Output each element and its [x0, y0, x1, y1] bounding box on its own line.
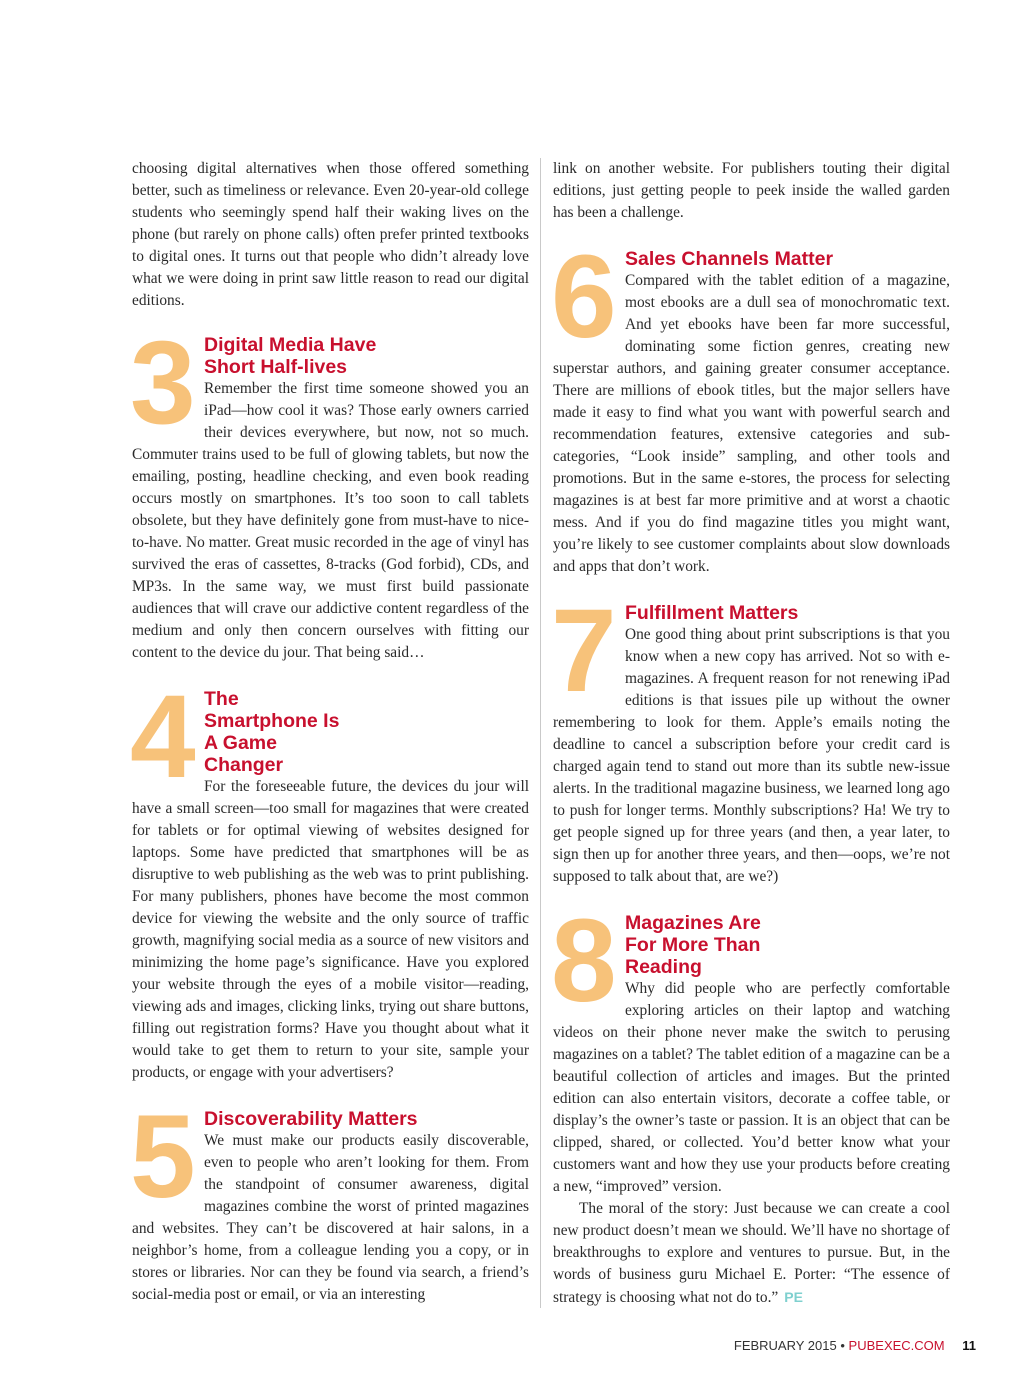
section-8 — [553, 912, 950, 1198]
footer-site: PUBEXEC.COM — [848, 1338, 945, 1353]
column-divider — [540, 158, 541, 1308]
section-heading: Sales Channels Matter — [625, 248, 834, 270]
page-number: 11 — [962, 1338, 976, 1353]
section-body: We must make our products easily discoverable, even to people who aren’t looking for them. From the standpoint of consumer awareness, digital magazines combine the worst of printed magazines and websites. They can’t be discovered at hair salons, in a neighbor’s home, from a colleague lending you a copy, or in stores or libraries. Nor can they be found via search, a friend’s social-media post or email, or via an interesting — [132, 1132, 529, 1303]
column-right — [553, 158, 950, 1309]
section-number: 3 — [130, 340, 196, 426]
section-heading: Fulfillment Matters — [625, 602, 799, 624]
section-heading: The Smartphone Is A Game Changer — [204, 688, 340, 776]
section-6 — [553, 248, 950, 578]
closing-paragraph — [553, 1198, 950, 1309]
section-number: 5 — [130, 1114, 196, 1200]
column-left — [132, 158, 529, 1306]
intro-continuation: link on another website. For publishers touting their digital editions, just getting people to peek inside the walled garden has been a challenge. — [553, 160, 950, 221]
section-3 — [132, 334, 529, 664]
section-body: For the foreseeable future, the devices du jour will have a small screen—too small for magazines that were created for tablets or for optimal viewing of websites designed for laptops. Some have predicted that smartphones will be as disruptive to web publishing as the web was to print publishing. For many publishers, phones have become the most common device for viewing the website and the only source of traffic growth, magnifying social media as a source of new visitors and minimizing the home page’s significance. Have you explored your website through the eyes of a mobile visitor—reading, viewing ads and images, clicking links, trying out share buttons, filling out registration forms? Have you thought about what it would take to get them to return to your site, sample your products, or engage with your advertisers? — [132, 778, 529, 1081]
section-7 — [553, 602, 950, 888]
section-heading: Digital Media Have Short Half-lives — [204, 334, 377, 378]
section-heading: Magazines Are For More Than Reading — [625, 912, 761, 978]
footer-date: FEBRUARY 2015 — [733, 1338, 837, 1353]
section-body: Remember the first time someone showed you an iPad—how cool it was? Those early owners carried their devices everywhere, but now, not so much. Commuter trains used to be full of glowing tablets, but now the emailing, posting, headline checking, and even book reading occurs mostly on smartphones. It’s too soon to call tablets obsolete, but they have definitely gone from must-have to nice-to-have. No matter. Great music recorded in the age of vinyl has survived the eras of cassettes, 8-tracks (God forbid), CDs, and MP3s. In the same way, we must first build passionate audiences that will crave our addictive content regardless of the medium and only then concern ourselves with fitting our content to the device du jour. That being said… — [132, 380, 529, 661]
section-number: 4 — [130, 694, 196, 780]
section-5 — [132, 1108, 529, 1306]
section-number: 6 — [551, 254, 617, 340]
intro-paragraph: choosing digital alternatives when those offered something better, such as timeliness or relevance. Even 20-year-old college students who seemingly spend half their waking lives on the phone (but rarely on phone calls) often prefer printed textbooks to digital ones. It turns out that people who didn’t already love what we were doing in print saw little reason to read our digital editions. — [132, 160, 529, 309]
section-4 — [132, 688, 529, 1084]
section-body: Compared with the tablet edition of a magazine, most ebooks are a dull sea of monochromatic text. And yet ebooks have been far more successful, dominating some fiction genres, creating new superstar authors, and gaining greater consumer acceptance. There are millions of ebook titles, but the major sellers have made it easy to find what you want with powerful search and recommendation features, extensive categories and sub-categories, “Look inside” sampling, and other tools and promotions. But in the same e-stores, the process for selecting magazines is at best far more primitive and at worst a chaotic mess. And if you do find magazine titles you might want, you’re likely to see customer complaints about slow downloads and apps that don’t work. — [553, 272, 950, 575]
section-heading: Discoverability Matters — [204, 1108, 418, 1130]
page-footer — [734, 1338, 976, 1353]
closing-text: The moral of the story: Just because we can create a cool new product doesn’t mean we should. We’ll have no shortage of breakthroughs to explore and ventures to pursue. But, in the words of business guru Michael E. Porter: “The essence of strategy is choosing what not do to.” — [553, 1200, 950, 1306]
footer-separator: • — [840, 1338, 845, 1353]
section-number: 7 — [551, 608, 617, 694]
section-number: 8 — [551, 918, 617, 1004]
end-mark: PE — [784, 1289, 803, 1305]
section-body: Why did people who are perfectly comfortable exploring articles on their laptop and watching videos on their phone never make the switch to perusing magazines on a tablet? The tablet edition of a magazine can be a beautiful collection of articles and images. But the printed edition can also entertain visitors, decorate a coffee table, or display’s the owner’s taste or passion. It is an object that can be clipped, shared, or collected. You’d better know what your customers want and how they use your products before creating a new, “improved” version. — [553, 980, 950, 1195]
section-body: One good thing about print subscriptions is that you know when a new copy has arrived. Not so with e-magazines. A frequent reason for not renewing iPad editions is that issues pile up without the owner remembering to look for them. Apple’s emails noting the deadline to cancel a subscription before your credit card is charged again tend to stand out more than its subtle new-issue alerts. In the traditional magazine business, we learned long ago to push for longer terms. Monthly subscriptions? Ha! We try to get people signed up for three years (and then, a year later, to sign then up for another three years, and then—oops, we’re not supposed to talk about that, are we?) — [553, 626, 950, 885]
